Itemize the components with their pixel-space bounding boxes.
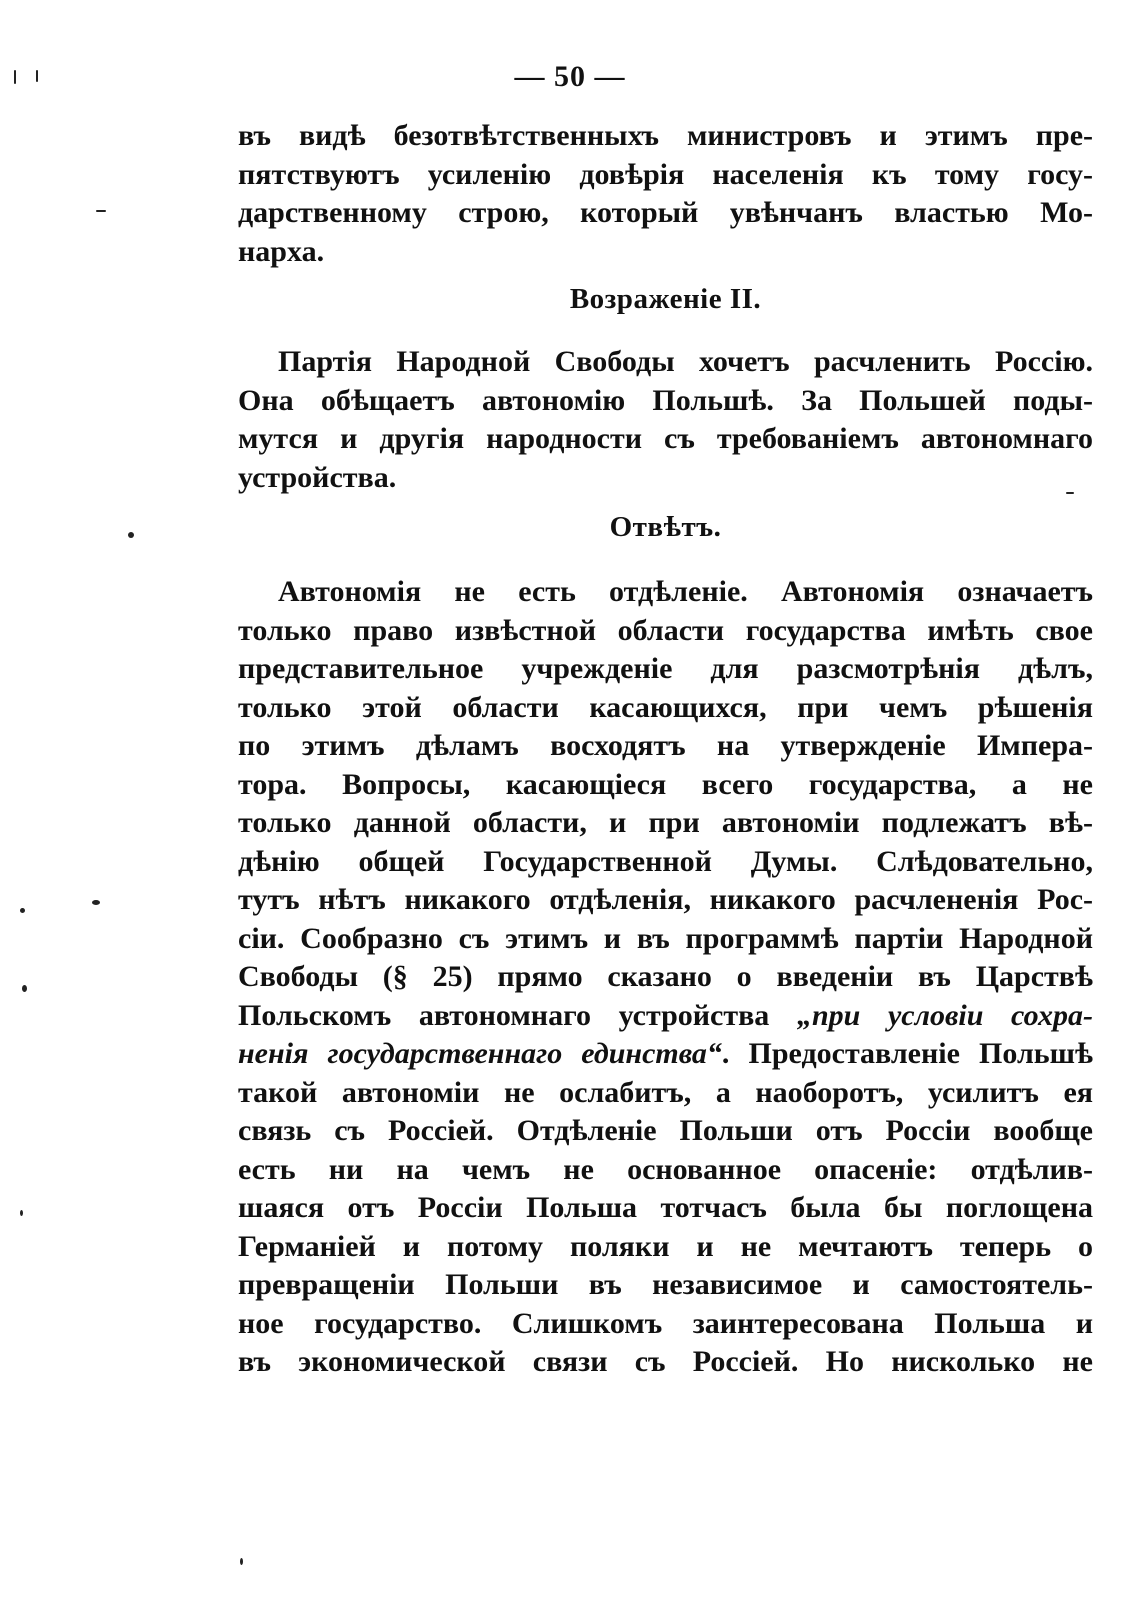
- text-line: ное государство. Слишкомъ заинтересована Польша и: [238, 1306, 1093, 1340]
- text-line: мутся и другія народности съ требованіемъ автономнаго: [238, 422, 1093, 455]
- italic-quote: „при условіи сохра-: [796, 998, 1093, 1032]
- text-line: есть ни на чемъ не основанное опасеніе: отдѣлив-: [238, 1152, 1093, 1186]
- text-line: сіи. Сообразно съ этимъ и въ программѣ партіи Народной: [238, 921, 1093, 955]
- text-line: только данной области, и при автономіи подлежатъ вѣ-: [238, 806, 1093, 839]
- paragraph-1: [238, 117, 1093, 271]
- text-line: такой автономіи не ослабитъ, а наоборотъ, усилитъ ея: [238, 1075, 1093, 1109]
- page-number: — 50 —: [514, 60, 626, 93]
- text-segment: . Предоставленіе Польшѣ: [721, 1037, 1093, 1070]
- text-line: представительное учрежденіе для разсмотрѣнія дѣлъ,: [238, 652, 1093, 685]
- text-line: нарха.: [238, 234, 325, 268]
- paragraph-3: [238, 573, 1093, 1382]
- text-line: въ экономической связи съ Россіей. Но нисколько не: [238, 1345, 1093, 1378]
- text-line: Автономія не есть отдѣленіе. Автономія означаетъ: [278, 575, 1093, 608]
- section-heading-objection: Возраженіе II.: [569, 283, 762, 315]
- text-line: [238, 1035, 1093, 1074]
- text-line: Она обѣщаетъ автономію Польшѣ. За Польшей поды-: [238, 383, 1093, 417]
- text-line: только этой области касающихся, при чемъ рѣшенія: [238, 690, 1093, 724]
- text-line: превращеніи Польши въ независимое и самостоятель-: [238, 1268, 1093, 1301]
- text-line: [238, 997, 1093, 1036]
- paragraph-2: [238, 343, 1093, 497]
- text-line: дѣнію общей Государственной Думы. Слѣдовательно,: [238, 844, 1093, 878]
- text-line: Германіей и потому поляки и не мечтаютъ теперь о: [238, 1229, 1093, 1263]
- text-line: пятствуютъ усиленію довѣрія населенія къ тому госу-: [238, 157, 1093, 191]
- text-line: по этимъ дѣламъ восходятъ на утвержденіе Импера-: [238, 729, 1093, 762]
- text-line: тора. Вопросы, касающіеся всего государства, а не: [238, 767, 1093, 801]
- text-line: Свободы (§ 25) прямо сказано о введеніи въ Царствѣ: [238, 960, 1093, 993]
- text-line: связь съ Россіей. Отдѣленіе Польши отъ Россіи вообще: [238, 1114, 1093, 1147]
- text-segment: Польскомъ автономнаго устройства: [238, 998, 770, 1032]
- section-heading-answer: Отвѣтъ.: [609, 511, 722, 543]
- italic-quote: ненія государственнаго единства“: [238, 1037, 722, 1070]
- text-line: дарственному строю, который увѣнчанъ властью Мо-: [238, 196, 1093, 229]
- text-line: шаяся отъ Россіи Польша тотчасъ была бы поглощена: [238, 1191, 1093, 1224]
- text-line: Партія Народной Свободы хочетъ расчленить Россію.: [278, 345, 1093, 378]
- text-line: устройства.: [238, 460, 397, 494]
- text-line: въ видѣ безотвѣтственныхъ министровъ и этимъ пре-: [238, 119, 1093, 152]
- text-line: тутъ нѣтъ никакого отдѣленія, никакого расчлененія Рос-: [238, 883, 1093, 916]
- text-line: только право извѣстной области государства имѣть свое: [238, 613, 1093, 647]
